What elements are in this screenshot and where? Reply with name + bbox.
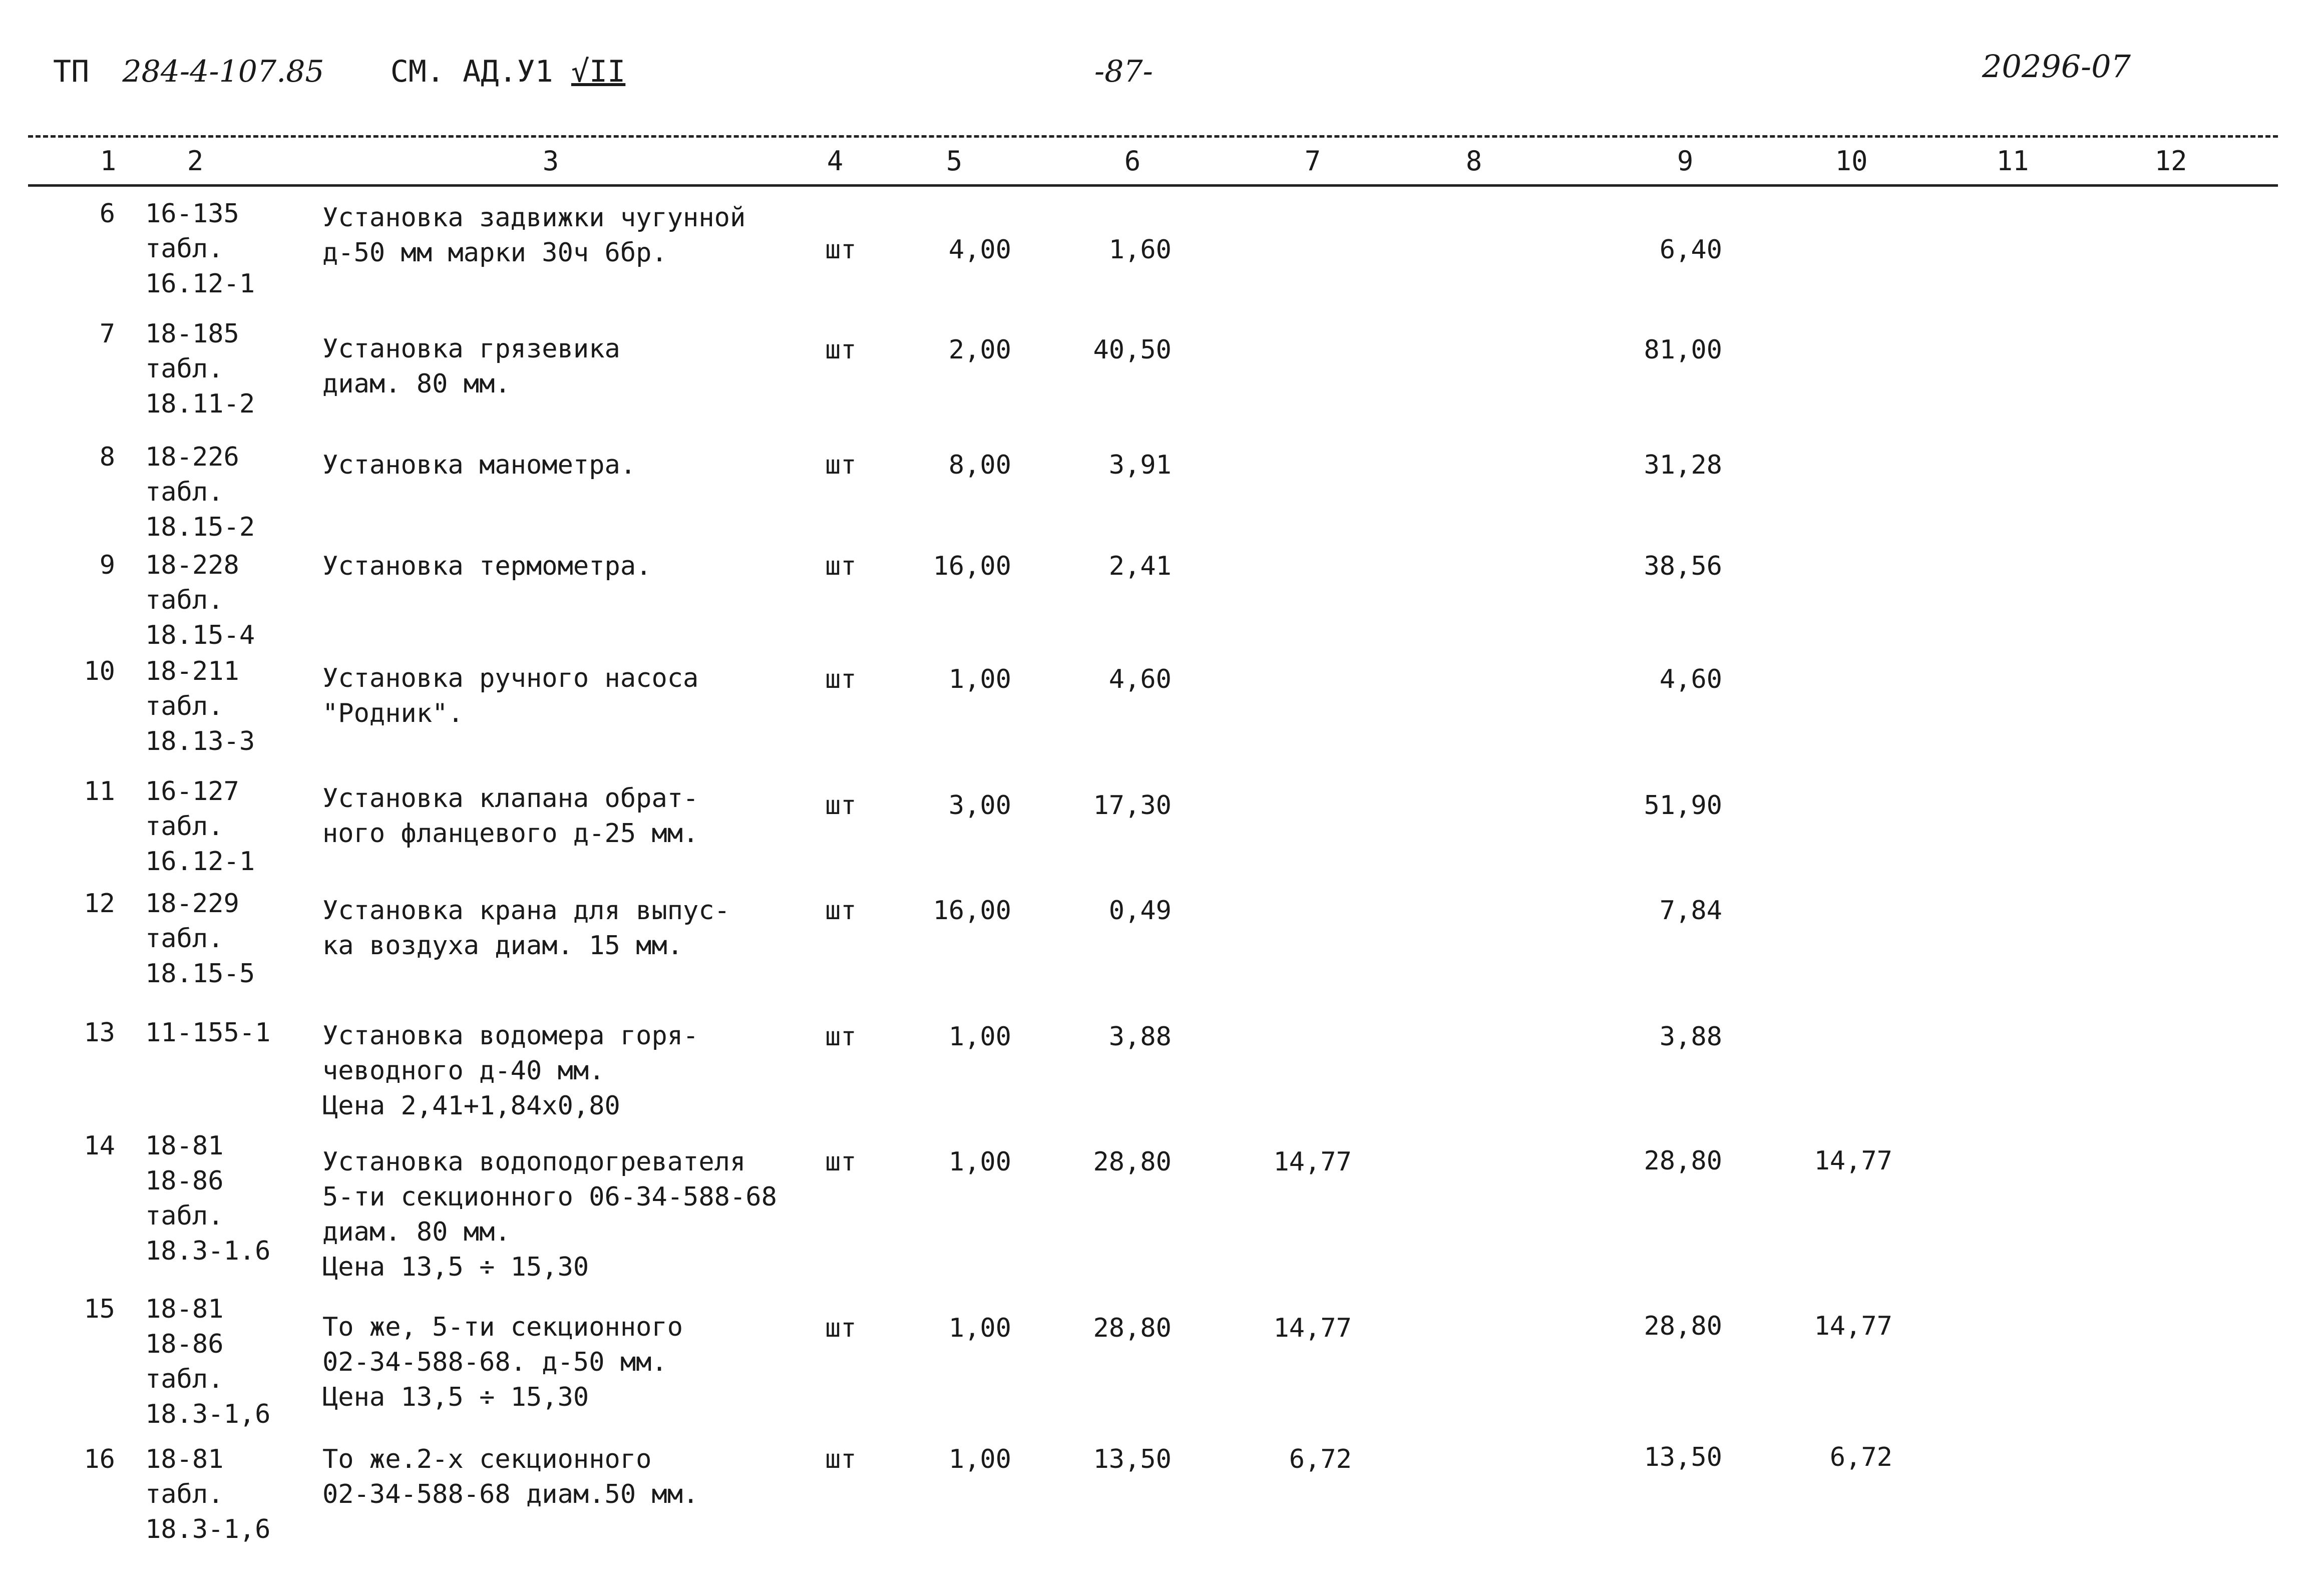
unit-price: 3,91 <box>1108 450 1172 480</box>
total-cost: 6,40 <box>1659 235 1722 265</box>
column-header-2: 2 <box>187 145 204 177</box>
unit-price: 13,50 <box>1093 1444 1172 1474</box>
work-description: Установка задвижки чугунной д-50 мм марки 30ч 6бр. <box>322 203 746 268</box>
row-number: 14 <box>84 1131 115 1161</box>
row-number: 13 <box>84 1018 115 1048</box>
total-cost: 81,00 <box>1644 335 1722 365</box>
quantity: 3,00 <box>948 790 1011 821</box>
quantity: 8,00 <box>948 450 1011 480</box>
unit: шт <box>825 1147 857 1177</box>
unit-price: 40,50 <box>1093 335 1172 365</box>
rate-code: 11-155-1 <box>145 1018 271 1048</box>
work-description: Установка термометра. <box>322 551 652 581</box>
total-cost: 7,84 <box>1659 896 1722 926</box>
unit: шт <box>825 896 857 926</box>
column-header-7: 7 <box>1304 145 1321 177</box>
quantity: 1,00 <box>948 1444 1011 1474</box>
unit-price: 17,30 <box>1093 790 1172 821</box>
unit: шт <box>825 664 857 694</box>
total-wages: 14,77 <box>1814 1311 1892 1341</box>
rate-code: 18-81 18-86 табл. 18.3-1,6 <box>145 1294 271 1429</box>
rate-code: 18-228 табл. 18.15-4 <box>145 550 255 650</box>
doc-prefix: ТП <box>53 54 90 89</box>
row-number: 11 <box>84 776 115 807</box>
rate-code: 18-229 табл. 18.15-5 <box>145 889 255 989</box>
quantity: 4,00 <box>948 235 1011 265</box>
row-number: 16 <box>84 1444 115 1474</box>
unit-wages: 14,77 <box>1273 1147 1352 1177</box>
quantity: 1,00 <box>948 1022 1011 1052</box>
total-cost: 51,90 <box>1644 790 1722 821</box>
unit-price: 28,80 <box>1093 1147 1172 1177</box>
unit: шт <box>825 450 857 480</box>
column-header-4: 4 <box>827 145 844 177</box>
unit: шт <box>825 1022 857 1052</box>
unit: шт <box>825 790 857 821</box>
work-description: Установка ручного насоса "Родник". <box>322 663 699 728</box>
row-number: 12 <box>84 889 115 919</box>
work-description: Установка грязевика диам. 80 мм. <box>322 334 620 399</box>
work-description: То же, 5-ти секционного 02-34-588-68. д-50 мм. Цена 13,5 ÷ 15,30 <box>322 1312 683 1412</box>
column-header-3: 3 <box>542 145 559 177</box>
total-cost: 4,60 <box>1659 664 1722 694</box>
sheet-code: 20296-07 <box>1982 48 2131 85</box>
total-wages: 6,72 <box>1829 1442 1892 1472</box>
album-reference: СМ. АД.У1 <box>390 54 571 89</box>
rate-code: 16-135 табл. 16.12-1 <box>145 199 255 299</box>
quantity: 1,00 <box>948 1313 1011 1343</box>
work-description: То же.2-х секционного 02-34-588-68 диам.50 мм. <box>322 1444 699 1509</box>
work-description: Установка водоподогревателя 5-ти секционного 06-34-588-68 диам. 80 мм. Цена 13,5 ÷ 15,30 <box>322 1147 777 1282</box>
work-description: Установка водомера горя- чеводного д-40 мм. Цена 2,41+1,84х0,80 <box>322 1021 699 1121</box>
rate-code: 18-226 табл. 18.15-2 <box>145 442 255 542</box>
unit: шт <box>825 1313 857 1343</box>
column-header-8: 8 <box>1465 145 1482 177</box>
unit-price: 0,49 <box>1108 896 1172 926</box>
quantity: 1,00 <box>948 664 1011 694</box>
quantity: 2,00 <box>948 335 1011 365</box>
row-number: 6 <box>99 199 115 229</box>
column-header-6: 6 <box>1124 145 1141 177</box>
rate-code: 18-185 табл. 18.11-2 <box>145 319 255 419</box>
column-header-9: 9 <box>1677 145 1694 177</box>
rate-code: 16-127 табл. 16.12-1 <box>145 776 255 877</box>
unit-wages: 6,72 <box>1289 1444 1352 1474</box>
rate-code: 18-211 табл. 18.13-3 <box>145 656 255 756</box>
unit-price: 3,88 <box>1108 1022 1172 1052</box>
unit: шт <box>825 335 857 365</box>
total-wages: 14,77 <box>1814 1146 1892 1176</box>
quantity: 16,00 <box>933 896 1011 926</box>
quantity: 1,00 <box>948 1147 1011 1177</box>
row-number: 15 <box>84 1294 115 1324</box>
column-header-11: 11 <box>1996 145 2029 177</box>
unit-price: 2,41 <box>1108 551 1172 581</box>
total-cost: 13,50 <box>1644 1442 1722 1472</box>
album-suffix: √II <box>571 54 626 89</box>
row-number: 10 <box>84 656 115 686</box>
unit-price: 28,80 <box>1093 1313 1172 1343</box>
work-description: Установка клапана обрат- ного фланцевого д-25 мм. <box>322 783 699 849</box>
row-number: 9 <box>99 550 115 580</box>
quantity: 16,00 <box>933 551 1011 581</box>
column-header-1: 1 <box>100 145 117 177</box>
rate-code: 18-81 табл. 18.3-1,6 <box>145 1444 271 1544</box>
document-reference <box>53 54 625 89</box>
column-header-12: 12 <box>2154 145 2187 177</box>
unit: шт <box>825 235 857 265</box>
page-number: -87- <box>1094 54 1153 89</box>
total-cost: 3,88 <box>1659 1022 1722 1052</box>
work-description: Установка крана для выпус- ка воздуха диам. 15 мм. <box>322 896 730 961</box>
total-cost: 38,56 <box>1644 551 1722 581</box>
column-header-10: 10 <box>1835 145 1868 177</box>
table-top-rule <box>28 135 2278 138</box>
total-cost: 28,80 <box>1644 1146 1722 1176</box>
unit: шт <box>825 1444 857 1474</box>
column-header-5: 5 <box>946 145 963 177</box>
doc-number: 284-4-107.85 <box>122 54 324 89</box>
unit-wages: 14,77 <box>1273 1313 1352 1343</box>
unit-price: 1,60 <box>1108 235 1172 265</box>
row-number: 8 <box>99 442 115 472</box>
row-number: 7 <box>99 319 115 349</box>
rate-code: 18-81 18-86 табл. 18.3-1.6 <box>145 1131 271 1266</box>
unit: шт <box>825 551 857 581</box>
table-header-rule <box>28 184 2278 187</box>
total-cost: 28,80 <box>1644 1311 1722 1341</box>
unit-price: 4,60 <box>1108 664 1172 694</box>
total-cost: 31,28 <box>1644 450 1722 480</box>
work-description: Установка манометра. <box>322 450 636 480</box>
